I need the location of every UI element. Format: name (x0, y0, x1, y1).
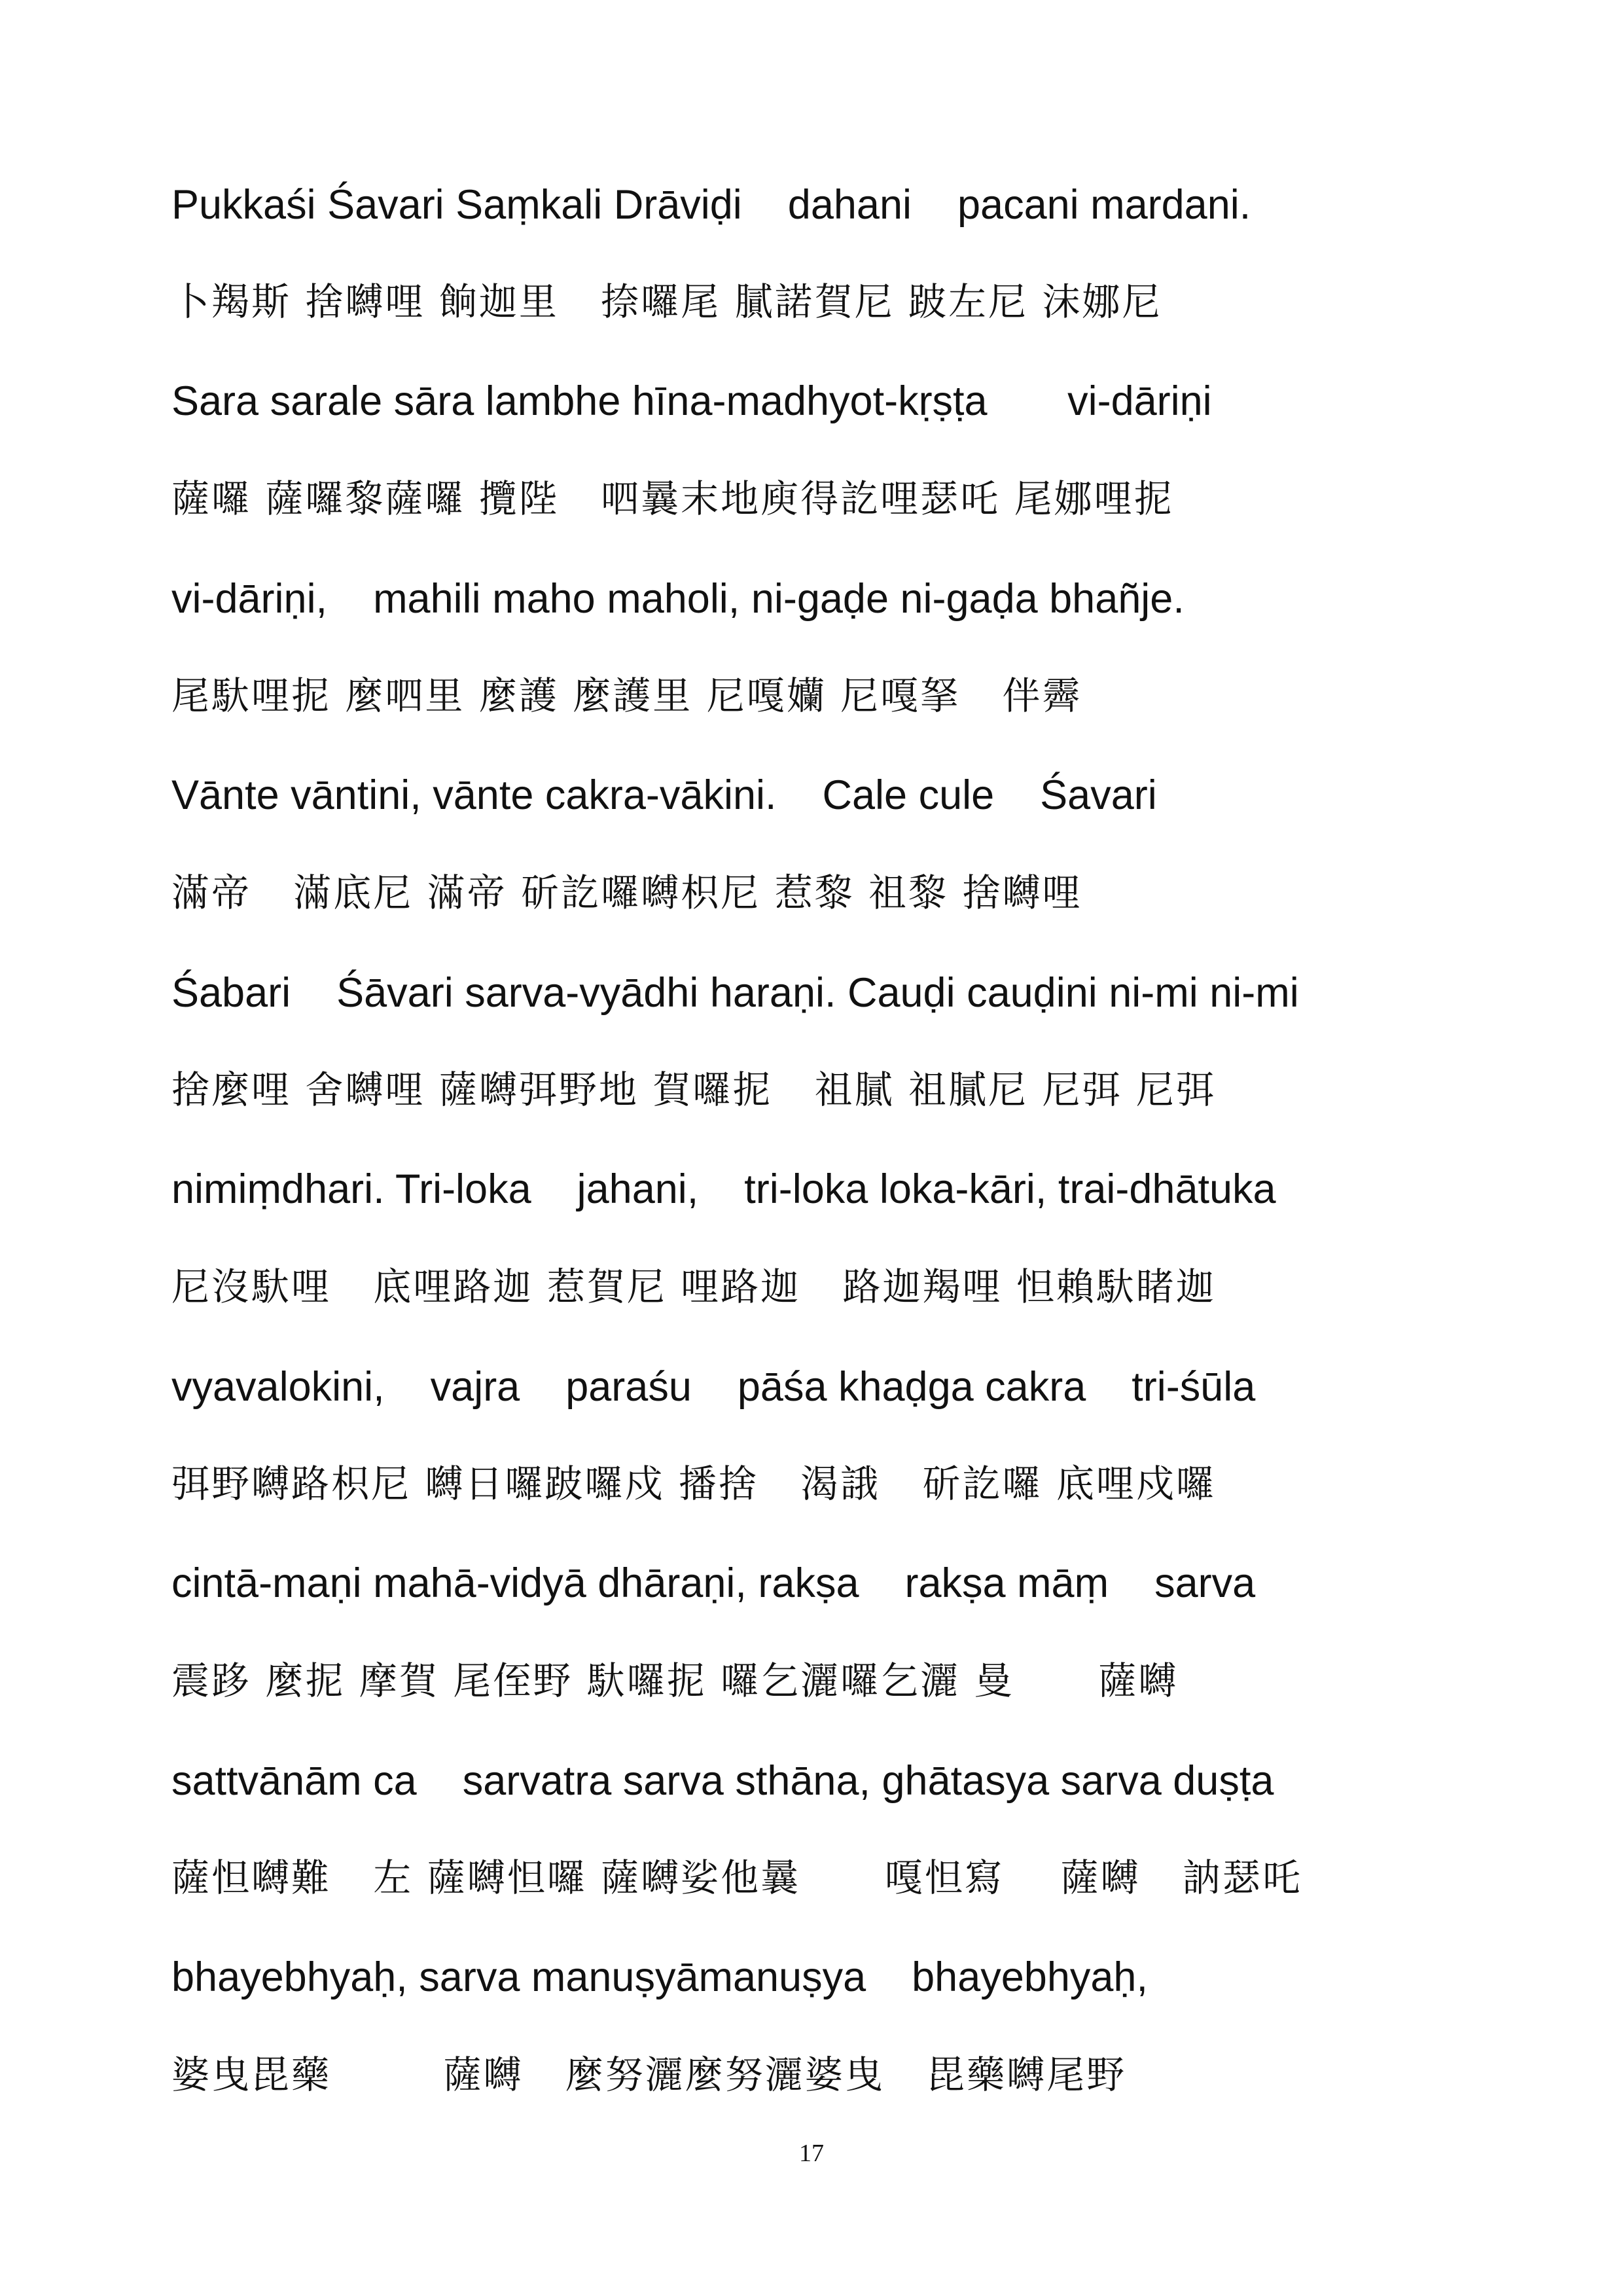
text-line-latin: bhayebhyaḥ, sarva manuṣyāmanuṣya bhayebhyaḥ, (171, 1954, 1148, 2000)
text-line-chinese: 薩怛嚩難 左 薩嚩怛囉 薩嚩娑他曩 嘎怛寫 薩嚩 訥瑟吒 (171, 1856, 1302, 1900)
text-line-latin: Sara sarale sāra lambhe hīna-madhyot-kṛṣṭa vi-dāriṇi (171, 378, 1212, 424)
text-line-chinese: 薩囉 薩囉黎薩囉 攬陛 呬曩末地庾得訖哩瑟吒 尾娜哩抳 (171, 476, 1174, 521)
text-line-latin: Śabari Śāvari sarva-vyādhi haraṇi. Cauḍi cauḍini ni-mi ni-mi (171, 970, 1299, 1016)
text-line-chinese: 捨麼哩 舍嚩哩 薩嚩弭野地 賀囉抳 祖膩 祖膩尼 尼弭 尼弭 (171, 1067, 1216, 1112)
text-line-chinese: 婆曳毘藥 薩嚩 麼努灑麼努灑婆曳 毘藥嚩尾野 (171, 2053, 1127, 2097)
text-line-chinese: 震跢 麼抳 摩賀 尾侄野 馱囉抳 囉乞灑囉乞灑 曼 薩嚩 (171, 1659, 1179, 1703)
text-line-chinese: 尼沒馱哩 底哩路迦 惹賀尼 哩路迦 路迦羯哩 怛賴馱睹迦 (171, 1265, 1216, 1309)
text-line-chinese: 尾馱哩抳 麼呬里 麼護 麼護里 尼嘎孏 尼嘎拏 伴霽 (171, 673, 1082, 718)
text-line-chinese: 卜羯斯 捨嚩哩 餉迦里 捺囉尾 膩諾賀尼 跛左尼 沫娜尼 (171, 279, 1162, 324)
text-line-latin: Vānte vāntini, vānte cakra-vākini. Cale cule Śavari (171, 772, 1157, 818)
text-line-latin: nimiṃdhari. Tri-loka jahani, tri-loka loka-kāri, trai-dhātuka (171, 1166, 1276, 1212)
text-line-latin: vyavalokini, vajra paraśu pāśa khaḍga cakra tri-śūla (171, 1364, 1256, 1410)
text-line-chinese: 滿帝 滿底尼 滿帝 斫訖囉嚩枳尼 惹黎 祖黎 捨嚩哩 (171, 870, 1082, 915)
text-line-latin: vi-dāriṇi, mahili maho maholi, ni-gaḍe ni-gaḍa bhañje. (171, 576, 1185, 622)
text-line-chinese: 弭野嚩路枳尼 嚩日囉跛囉戍 播捨 渴誐 斫訖囉 底哩戍囉 (171, 1462, 1216, 1506)
text-line-latin: sattvānām ca sarvatra sarva sthāna, ghātasya sarva duṣṭa (171, 1758, 1274, 1804)
page-number: 17 (799, 2140, 824, 2167)
text-line-latin: cintā-maṇi mahā-vidyā dhāraṇi, rakṣa rakṣa māṃ sarva (171, 1560, 1256, 1606)
text-line-latin: Pukkaśi Śavari Saṃkali Drāviḍi dahani pacani mardani. (171, 182, 1251, 228)
